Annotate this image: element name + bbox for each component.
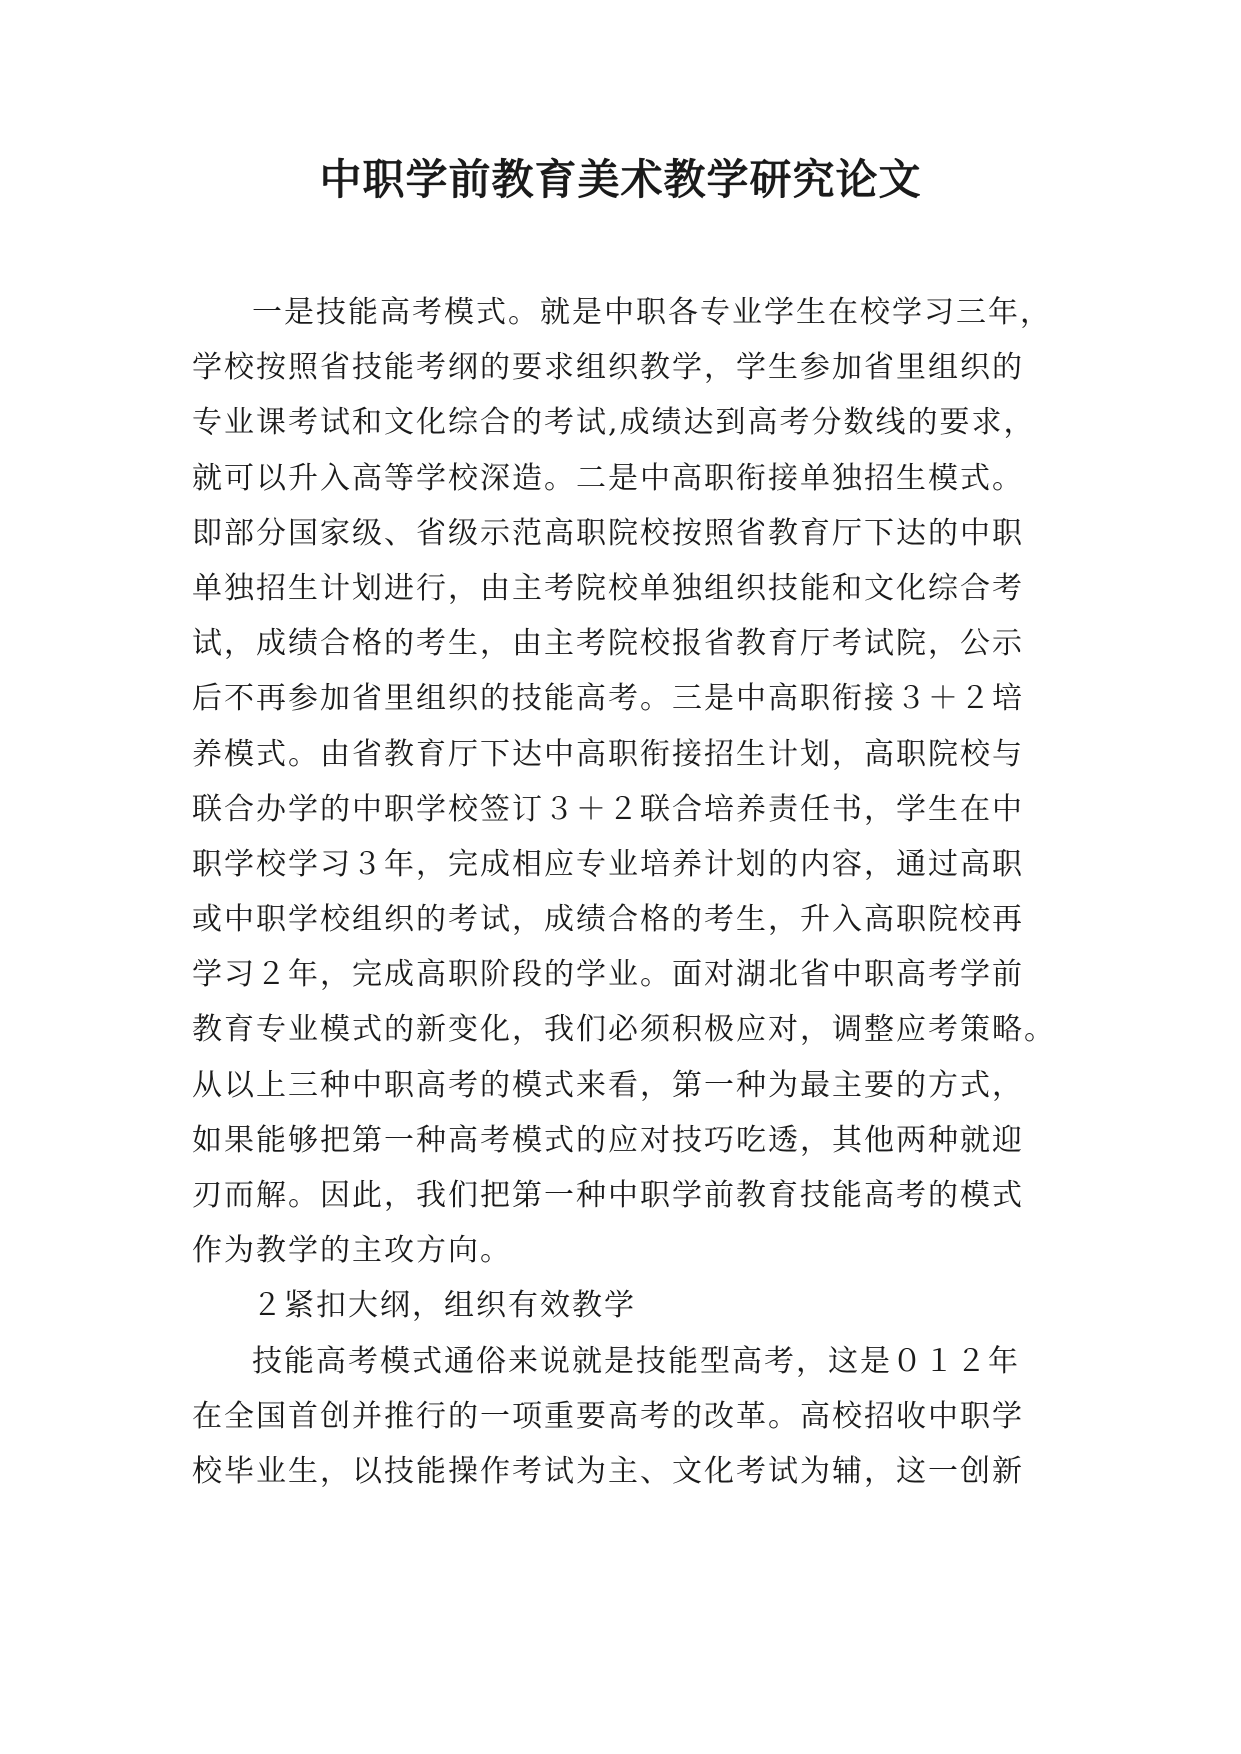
text-line: 单独招生计划进行，由主考院校单独组织技能和文化综合考 — [192, 570, 1024, 606]
document-title: 中职学前教育美术教学研究论文 — [319, 155, 922, 204]
text-line: 专业课考试和文化综合的考试,成绩达到高考分数线的要求， — [192, 405, 1036, 441]
text-line: 后不再参加省里组织的技能高考。三是中高职衔接３＋２培 — [192, 681, 1024, 717]
text-line: 技能高考模式通俗来说就是技能型高考，这是０１２年 — [252, 1343, 1020, 1379]
text-line: 就可以升入高等学校深造。二是中高职衔接单独招生模式。 — [192, 460, 1024, 496]
text-line: 学习２年，完成高职阶段的学业。面对湖北省中职高考学前 — [192, 957, 1024, 993]
text-line: 在全国首创并推行的一项重要高考的改革。高校招收中职学 — [192, 1398, 1024, 1434]
text-line: 教育专业模式的新变化，我们必须积极应对，调整应考策略。 — [192, 1012, 1056, 1048]
text-line: 职学校学习３年，完成相应专业培养计划的内容，通过高职 — [192, 846, 1024, 882]
text-line: 校毕业生，以技能操作考试为主、文化考试为辅，这一创新 — [192, 1453, 1024, 1489]
text-line: ２紧扣大纲，组织有效教学 — [252, 1288, 636, 1324]
text-line: 学校按照省技能考纲的要求组织教学，学生参加省里组织的 — [192, 350, 1024, 386]
text-line: 或中职学校组织的考试，成绩合格的考生，升入高职院校再 — [192, 902, 1024, 938]
text-line: 从以上三种中职高考的模式来看，第一种为最主要的方式， — [192, 1067, 1024, 1103]
text-line: 试，成绩合格的考生，由主考院校报省教育厅考试院，公示 — [192, 626, 1024, 662]
text-line: 作为教学的主攻方向。 — [192, 1233, 512, 1269]
text-line: 刃而解。因此，我们把第一种中职学前教育技能高考的模式 — [192, 1178, 1024, 1213]
text-line: 即部分国家级、省级示范高职院校按照省教育厅下达的中职 — [192, 515, 1024, 551]
text-line: 养模式。由省教育厅下达中高职衔接招生计划，高职院校与 — [192, 736, 1024, 772]
text-line: 如果能够把第一种高考模式的应对技巧吃透，其他两种就迎 — [192, 1122, 1024, 1158]
document-body — [192, 285, 1054, 1499]
text-line: 联合办学的中职学校签订３＋２联合培养责任书，学生在中 — [192, 791, 1024, 827]
text-line: 一是技能高考模式。就是中职各专业学生在校学习三年， — [252, 295, 1052, 330]
